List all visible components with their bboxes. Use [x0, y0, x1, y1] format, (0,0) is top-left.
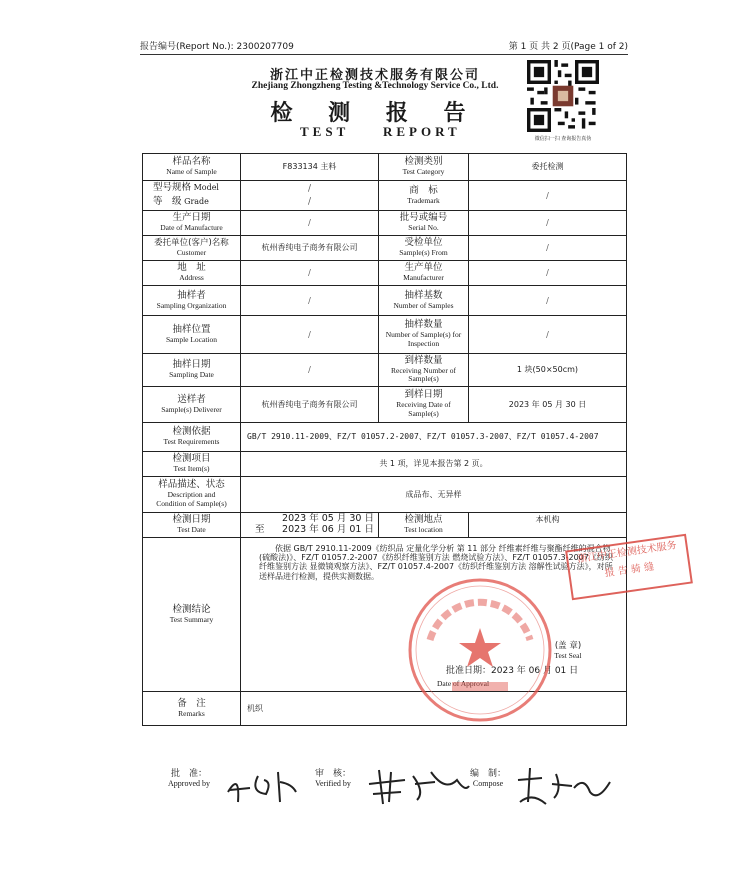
label-cell: 型号规格 Model 等 级 Grade [143, 181, 241, 211]
label-cell: 检测日期 Test Date [143, 513, 241, 538]
label-cell: 抽样位置 Sample Location [143, 316, 241, 354]
report-number: 报告编号(Report No.): 2300207709 [140, 42, 294, 52]
model-grade-value: / / [241, 181, 379, 211]
remarks-value: 机织 [241, 692, 627, 726]
label-cell: 样品描述、状态 Description and Condition of Sample(s) [143, 477, 241, 513]
approved-label: 批 准： Approved by [168, 769, 210, 788]
qr-caption: 微信扫一扫 查询报告真伪 [534, 136, 592, 142]
deliverer-value: 杭州香纯电子商务有限公司 [241, 387, 379, 423]
sample-location-value: / [241, 316, 379, 354]
label-cell: 生产日期 Date of Manufacture [143, 211, 241, 236]
table-row [143, 354, 627, 387]
label-cell: 生产单位 Manufacturer [379, 261, 469, 286]
seal-label: (盖 章) Test Seal [554, 641, 582, 660]
official-seal-icon [400, 570, 560, 730]
composer-signature-icon [512, 762, 622, 812]
label-cell: 检测项目 Test Item(s) [143, 452, 241, 477]
table-row [143, 452, 627, 477]
label-cell: 样品名称 Name of Sample [143, 154, 241, 181]
table-row [143, 423, 627, 452]
label-cell: 送样者 Sample(s) Deliverer [143, 387, 241, 423]
approval-date: 批准日期：2023 年 06 月 01 日 [446, 666, 579, 676]
label-cell: 检测类别 Test Category [379, 154, 469, 181]
serial-no-value: / [469, 211, 627, 236]
manufacture-date-value: / [241, 211, 379, 236]
sample-from-value: / [469, 236, 627, 261]
table-row [143, 387, 627, 423]
receiving-number-value: 1 块(50×50cm) [469, 354, 627, 387]
label-cell: 批号或编号 Serial No. [379, 211, 469, 236]
compose-label: 编 制： Compose [470, 769, 507, 788]
label-cell: 抽样数量 Number of Sample(s) for Inspection [379, 316, 469, 354]
table-row [143, 477, 627, 513]
receiving-date-value: 2023 年 05 月 30 日 [469, 387, 627, 423]
signature-row [140, 766, 628, 826]
number-inspection-value: / [469, 316, 627, 354]
table-row [143, 261, 627, 286]
label-cell: 抽样日期 Sampling Date [143, 354, 241, 387]
label-cell: 检测地点 Test location [379, 513, 469, 538]
qr-code-icon[interactable] [527, 60, 599, 132]
sample-name-value: F833134 主料 [241, 154, 379, 181]
approval-date-en: Date of Approval [437, 679, 490, 688]
label-cell: 委托单位(客户)名称 Customer [143, 236, 241, 261]
report-title-cn: 检 测 报 告 [270, 101, 480, 126]
test-requirements-value: GB/T 2910.11-2009、FZ/T 01057.2-2007、FZ/T 01057.3-2007、FZ/T 01057.4-2007 [241, 423, 627, 452]
label-cell: 商 标 Trademark [379, 181, 469, 211]
table-row [143, 236, 627, 261]
table-row [143, 211, 627, 236]
verifier-signature-icon [365, 762, 475, 812]
perforation-seal: 浙江中正检测技术服务 报 告 骑 缝 [565, 534, 693, 600]
test-location-value: 本机构 [469, 513, 627, 538]
company-name-cn: 浙江中正检测技术服务有限公司 [269, 68, 480, 83]
label-cell: 检测结论 Test Summary [143, 538, 241, 692]
verified-label: 审 核： Verified by [315, 769, 352, 788]
approver-signature-icon [220, 762, 310, 812]
report-title-en-report: REPORT [383, 124, 461, 139]
label-cell: 受检单位 Sample(s) From [379, 236, 469, 261]
test-items-value: 共 1 项，详见本报告第 2 页。 [241, 452, 627, 477]
label-cell: 检测依据 Test Requirements [143, 423, 241, 452]
customer-value: 杭州香纯电子商务有限公司 [241, 236, 379, 261]
page-number: 第 1 页 共 2 页(Page 1 of 2) [508, 42, 628, 52]
sampling-org-value: / [241, 286, 379, 316]
header-divider [140, 54, 628, 55]
table-row [143, 154, 627, 181]
label-cell: 到样数量 Receiving Number of Sample(s) [379, 354, 469, 387]
description-value: 成品布、无异样 [241, 477, 627, 513]
table-row [143, 181, 627, 211]
sampling-date-value: / [241, 354, 379, 387]
trademark-value: / [469, 181, 627, 211]
address-value: / [241, 261, 379, 286]
number-samples-value: / [469, 286, 627, 316]
table-row [143, 513, 627, 538]
table-row [143, 286, 627, 316]
label-cell: 抽样基数 Number of Samples [379, 286, 469, 316]
label-cell: 地 址 Address [143, 261, 241, 286]
label-cell: 到样日期 Receiving Date of Sample(s) [379, 387, 469, 423]
test-date-value: 2023 年 05 月 30 日 至 2023 年 06 月 01 日 [241, 513, 379, 538]
table-row [143, 316, 627, 354]
label-cell: 抽样者 Sampling Organization [143, 286, 241, 316]
conclusion-text: 依据 GB/T 2910.11-2009《纺织品 定量化学分析 第 11 部分 纤维素纤维与聚酯纤维的混合物(硫酸法)》、FZ/T 01057.2-2007《纺织纤维鉴别方法 燃烧试验方法》、FZ/T 01057.3-2007《纺织纤维鉴别方法 显微镜观察方法》、FZ/T 01057.4-2007《纺织纤维鉴别方法 溶解性试验方法》，对所送样品进行检测，提供实测数据。 [259, 544, 613, 581]
test-category-value: 委托检测 [469, 154, 627, 181]
manufacturer-value: / [469, 261, 627, 286]
report-title-en-test: TEST [300, 124, 350, 139]
company-name-en: Zhejiang Zhongzheng Testing &Technology Service Co., Ltd. [251, 81, 499, 91]
label-cell: 备 注 Remarks [143, 692, 241, 726]
